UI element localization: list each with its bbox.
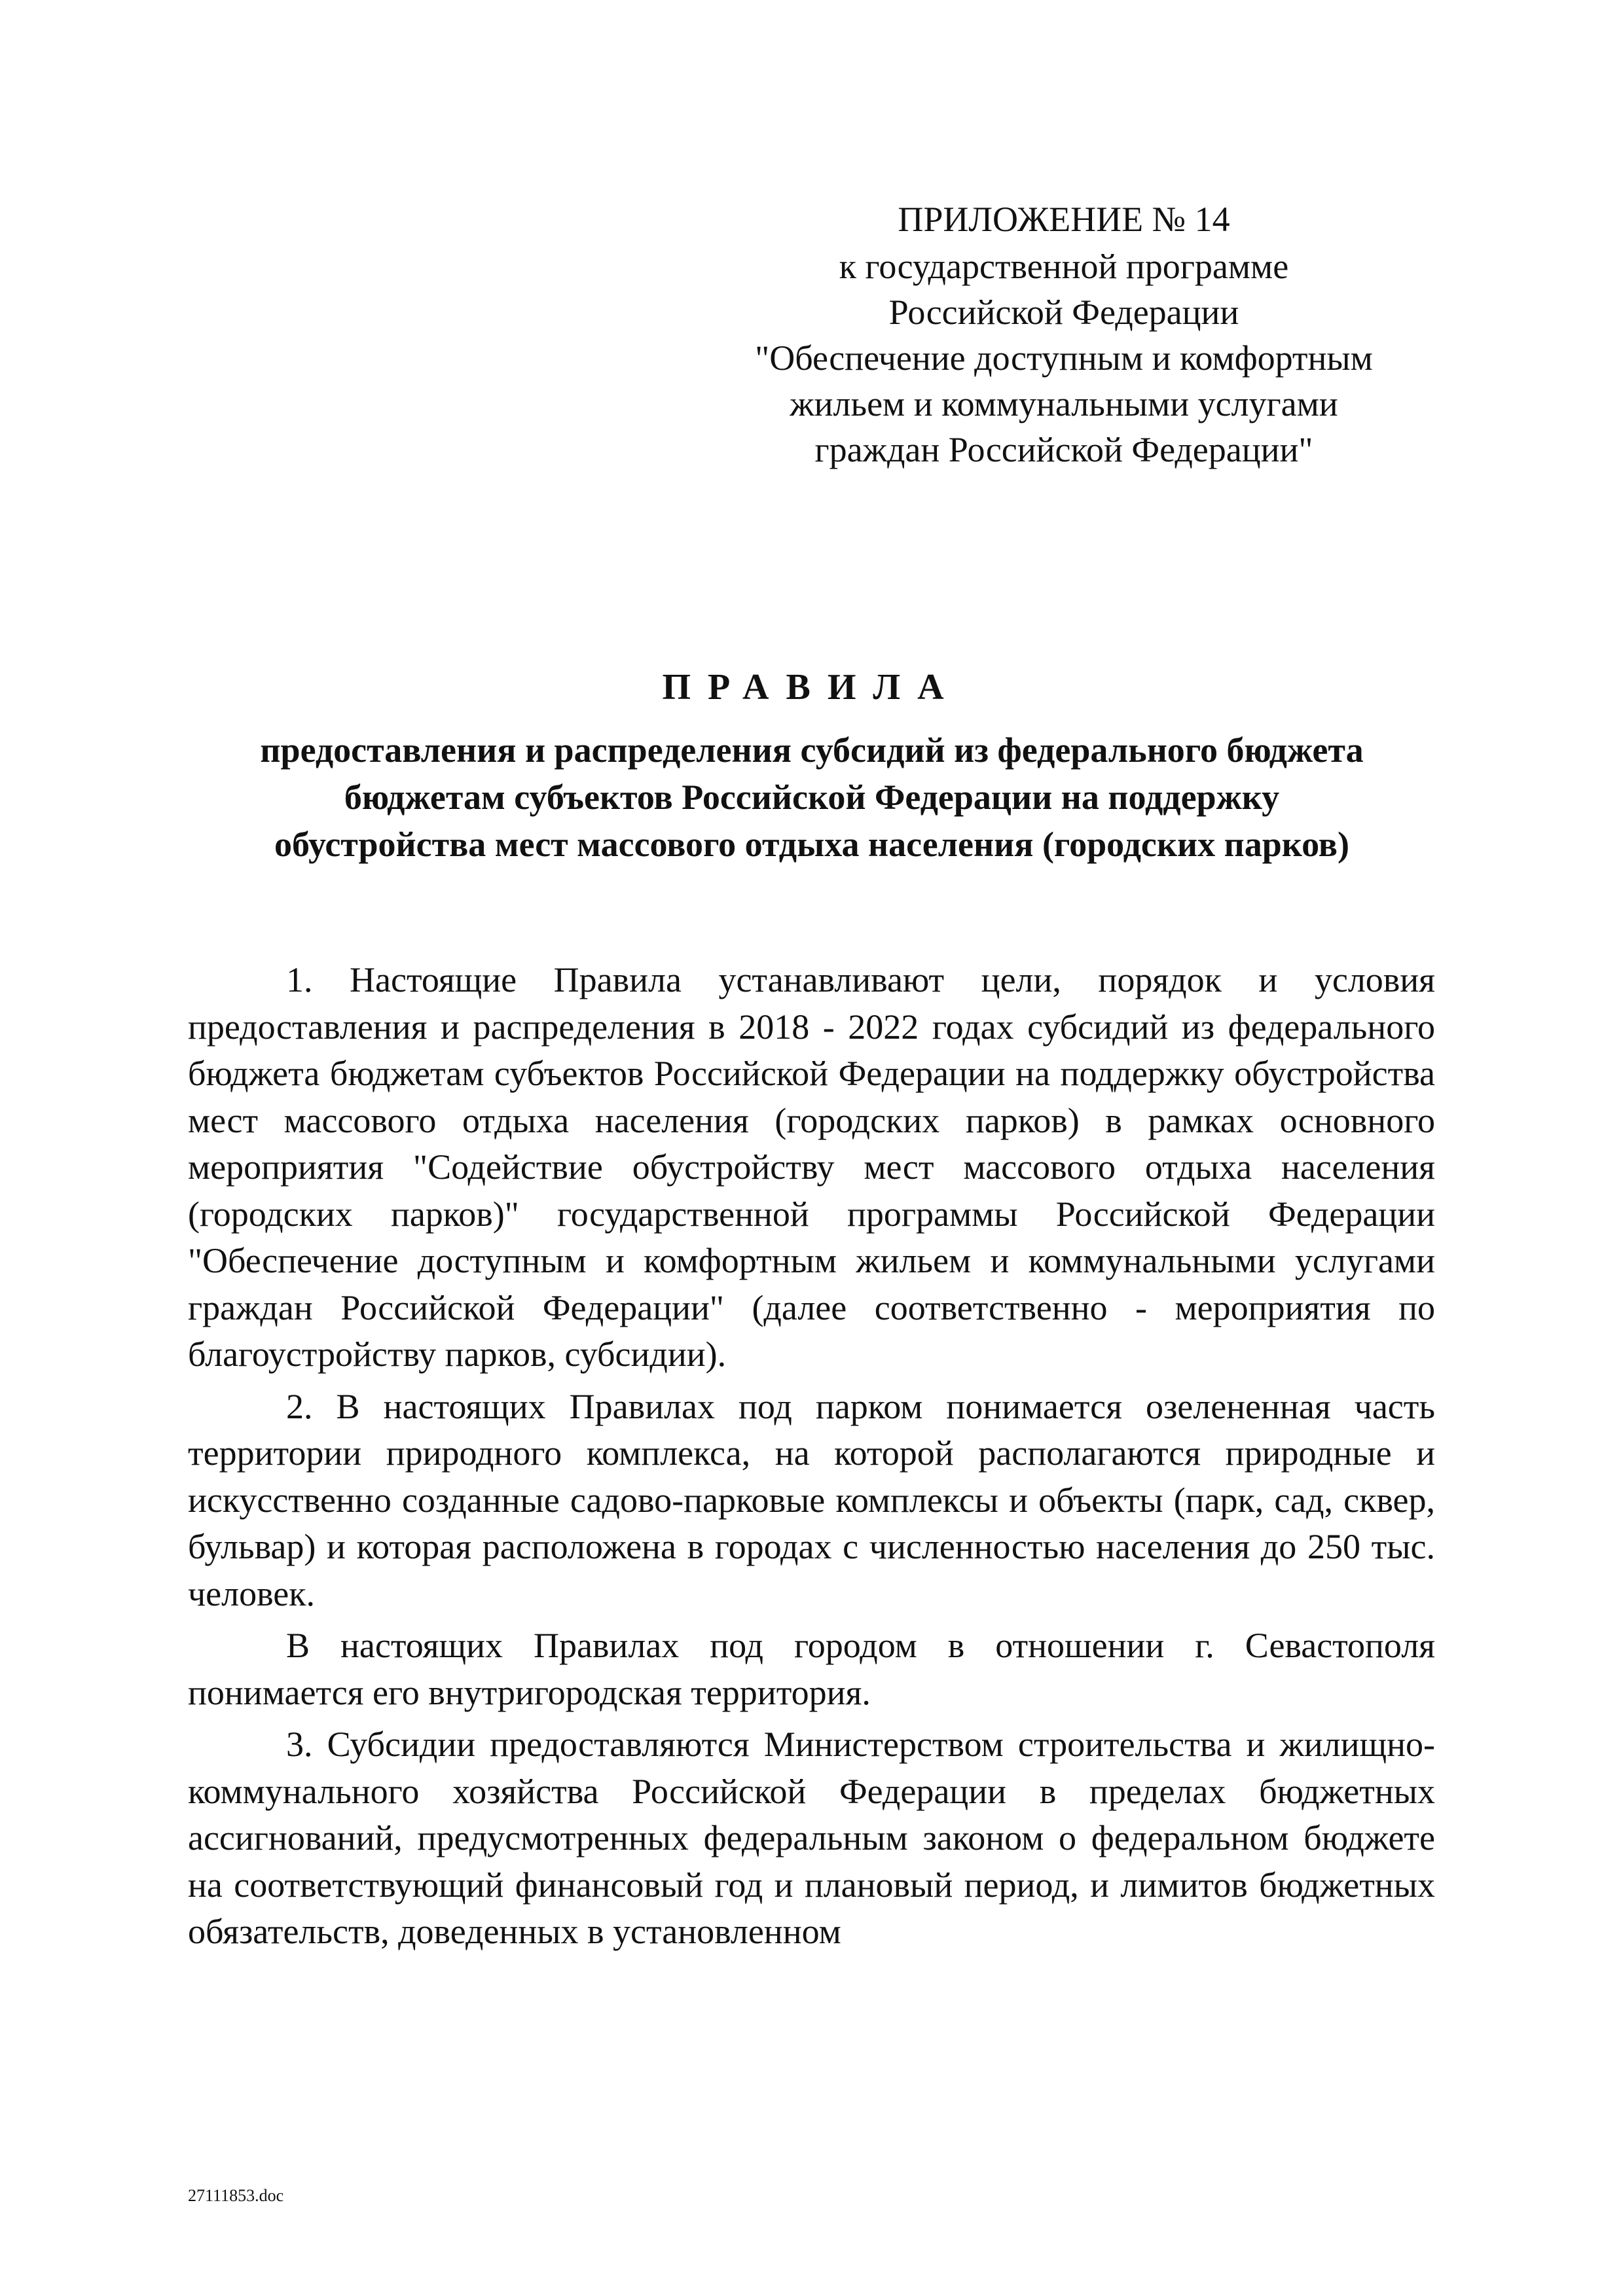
subtitle-line: предоставления и распределения субсидий из федерального бюджета: [260, 730, 1364, 770]
appendix-header: [687, 196, 1440, 473]
paragraph-3: 3. Субсидии предоставляются Министерством строительства и жилищно-коммунального хозяйства Российской Федерации в пределах бюджетных ассигнований, предусмотренных федеральным законом о федеральном бюджете на соответствующий финансовый год и плановый период, и лимитов бюджетных обязательств, доведенных в установленном: [188, 1725, 1435, 1951]
subtitle-line: обустройства мест массового отдыха населения (городских парков): [274, 825, 1349, 864]
appendix-line: граждан Российской Федерации": [814, 430, 1313, 469]
appendix-line: к государственной программе: [839, 247, 1289, 286]
appendix-line: Российской Федерации: [888, 293, 1239, 332]
document-body: [188, 957, 1435, 1961]
appendix-title: ПРИЛОЖЕНИЕ № 14: [898, 200, 1230, 239]
appendix-line: "Обеспечение доступным и комфортным: [755, 338, 1373, 378]
document-file-id: 27111853.doc: [188, 2186, 284, 2205]
document-subtitle: [183, 726, 1440, 868]
paragraph-2-note: В настоящих Правилах под городом в отношении г. Севастополя понимается его внутригородская территория.: [188, 1626, 1435, 1712]
document-title: ПРАВИЛА: [662, 667, 961, 708]
appendix-line: жильем и коммунальными услугами: [790, 384, 1338, 423]
paragraph-2: 2. В настоящих Правилах под парком понимается озелененная часть территории природного комплекса, на которой располагаются природные и искусственно созданные садово-парковые комплексы и объекты (парк, сад, сквер, бульвар) и которая расположена в городах с численностью населения до 250 тыс. человек.: [188, 1386, 1435, 1613]
subtitle-line: бюджетам субъектов Российской Федерации на поддержку: [344, 778, 1280, 817]
paragraph-1: 1. Настоящие Правила устанавливают цели, порядок и условия предоставления и распределения в 2018 - 2022 годах субсидий из федерального бюджета бюджетам субъектов Российской Федерации на поддержку обустройства мест массового отдыха населения (городских парков) в рамках основного мероприятия "Содействие обустройству мест массового отдыха населения (городских парков)" государственной программы Российской Федерации "Обеспечение доступным и комфортным жильем и коммунальными услугами граждан Российской Федерации" (далее соответственно - мероприятия по благоустройству парков, субсидии).: [188, 960, 1435, 1374]
